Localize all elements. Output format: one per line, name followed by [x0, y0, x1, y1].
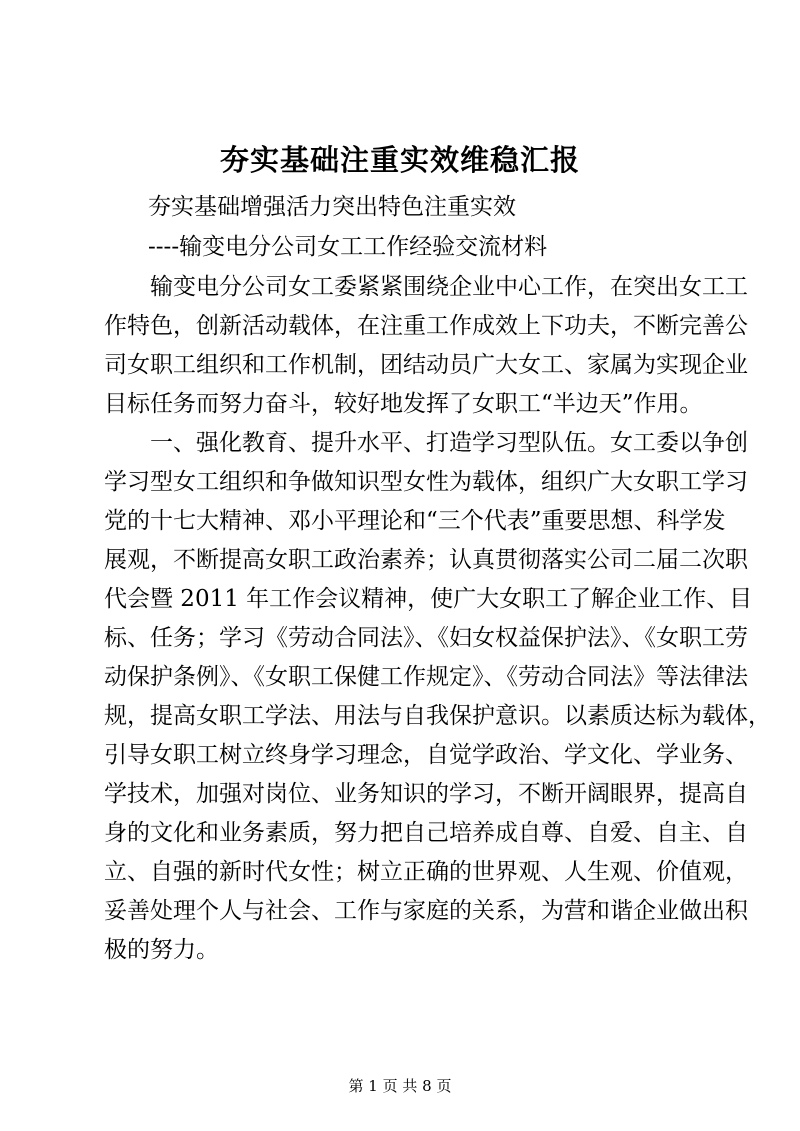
paragraph-line: 身的文化和业务素质，努力把自己培养成自尊、自爱、自主、自 [104, 820, 748, 846]
paragraph-line: 规，提高女职工学法、用法与自我保护意识。以素质达标为载体， [104, 703, 771, 729]
paragraph-line: 动保护条例》、《女职工保健工作规定》、《劳动合同法》等法律法 [104, 664, 748, 690]
paragraph-2 [104, 424, 771, 970]
paragraph-line: 学技术，加强对岗位、业务知识的学习，不断开阔眼界，提高自 [104, 781, 748, 807]
paragraph-line: 极的努力。 [104, 937, 219, 963]
paragraph-line: 标、任务；学习《劳动合同法》、《妇女权益保护法》、《女职工劳 [104, 625, 748, 651]
paragraph-line: 展观，不断提高女职工政治素养；认真贯彻落实公司二届二次职 [104, 547, 748, 573]
paragraph-line: 代会暨 2011 年工作会议精神，使广大女职工了解企业工作、目 [104, 586, 753, 612]
paragraph-line: 妥善处理个人与社会、工作与家庭的关系，为营和谐企业做出积 [104, 898, 748, 924]
paragraph-line: 学习型女工组织和争做知识型女性为载体，组织广大女职工学习 [104, 469, 748, 495]
paragraph-line: 目标任务而努力奋斗，较好地发挥了女职工“半边天”作用。 [104, 391, 703, 417]
paragraph-line: 作特色，创新活动载体，在注重工作成效上下功夫，不断完善公 [104, 313, 748, 339]
paragraph-line: 司女职工组织和工作机制，团结动员广大女工、家属为实现企业 [104, 352, 748, 378]
paragraph-line: 立、自强的新时代女性；树立正确的世界观、人生观、价值观， [104, 859, 748, 885]
paragraph-line: 输变电分公司女工委紧紧围绕企业中心工作，在突出女工工 [150, 274, 748, 300]
page-footer: 第 1 页 共 8 页 [348, 1077, 452, 1095]
document-subtitle: 夯实基础增强活力突出特色注重实效 [148, 194, 516, 220]
paragraph-line: 一、强化教育、提升水平、打造学习型队伍。女工委以争创 [150, 430, 748, 456]
document-byline: ----输变电分公司女工工作经验交流材料 [148, 234, 548, 260]
paragraph-1 [104, 268, 748, 424]
document-title: 夯实基础注重实效维稳汇报 [219, 143, 580, 177]
paragraph-line: 党的十七大精神、邓小平理论和“三个代表”重要思想、科学发 [104, 508, 726, 534]
paragraph-line: 引导女职工树立终身学习理念，自觉学政治、学文化、学业务、 [104, 742, 748, 768]
